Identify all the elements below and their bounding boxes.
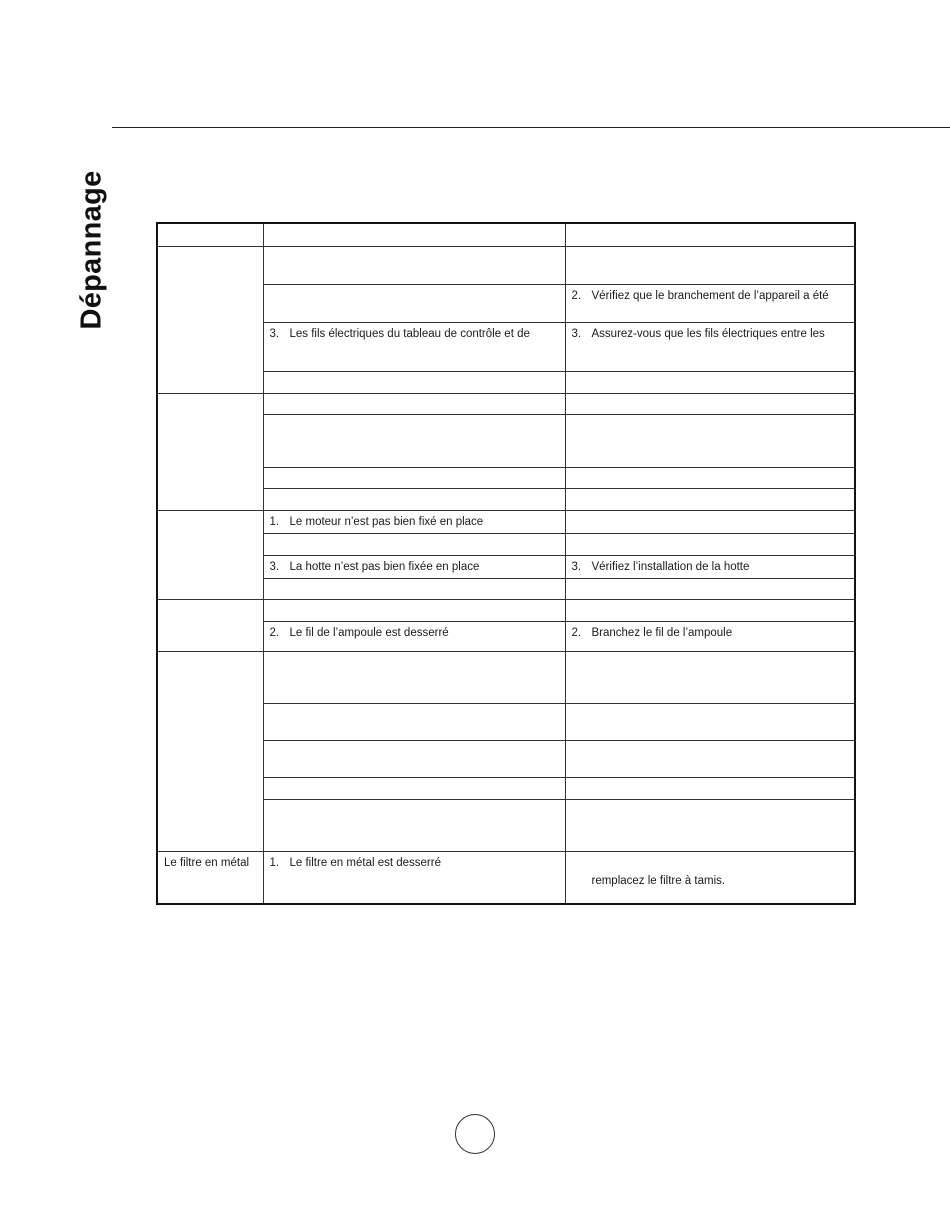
- item-text: Vérifiez que le branchement de l’appareil a été: [591, 289, 829, 302]
- problem-cell: [157, 651, 263, 851]
- solution-cell: [565, 488, 855, 510]
- cause-cell: [263, 740, 565, 777]
- cause-cell: [263, 578, 565, 599]
- solution-cell: [565, 284, 855, 322]
- item-number: 3.: [269, 327, 280, 340]
- header-cause: [263, 223, 565, 246]
- table-row: [157, 393, 855, 414]
- solution-cell: [565, 799, 855, 851]
- cause-cell: [263, 777, 565, 799]
- item-number: 1.: [269, 515, 280, 528]
- item-text: Branchez le fil de l’ampoule: [591, 626, 733, 639]
- cause-cell: [263, 533, 565, 555]
- table-row: [157, 851, 855, 904]
- solution-cell: [565, 651, 855, 703]
- cause-cell: [263, 799, 565, 851]
- troubleshooting-table: [156, 222, 856, 905]
- solution-cell: [565, 322, 855, 371]
- cause-cell: [263, 703, 565, 740]
- cause-cell: [263, 851, 565, 904]
- solution-cell: [565, 851, 855, 904]
- item-number: 2.: [571, 289, 582, 302]
- table-header-row: [157, 223, 855, 246]
- item-text: Vérifiez l’installation de la hotte: [591, 560, 750, 573]
- cause-cell: [263, 371, 565, 393]
- item-number: 2.: [571, 626, 582, 639]
- problem-cell: [157, 510, 263, 599]
- cause-cell: [263, 621, 565, 651]
- solution-cell: [565, 578, 855, 599]
- solution-cell: [565, 599, 855, 621]
- header-problem: [157, 223, 263, 246]
- cause-cell: [263, 284, 565, 322]
- item-number: 3.: [571, 327, 582, 340]
- cause-cell: [263, 488, 565, 510]
- solution-cell: [565, 555, 855, 578]
- problem-cell: [157, 393, 263, 510]
- solution-cell: [565, 393, 855, 414]
- item-text: remplacez le filtre à tamis.: [591, 874, 726, 887]
- item-text: Le fil de l’ampoule est desserré: [289, 626, 449, 639]
- solution-cell: [565, 621, 855, 651]
- item-text: Le filtre en métal est desserré: [289, 856, 441, 869]
- solution-cell: [565, 510, 855, 533]
- table-row: [157, 599, 855, 621]
- cause-cell: [263, 322, 565, 371]
- item-number: 2.: [269, 626, 280, 639]
- header-solution: [565, 223, 855, 246]
- solution-cell: [565, 467, 855, 488]
- solution-cell: [565, 740, 855, 777]
- item-text: Le moteur n’est pas bien fixé en place: [289, 515, 484, 528]
- problem-text: Le filtre en métal: [164, 856, 250, 869]
- solution-cell: [565, 371, 855, 393]
- item-text: Les fils électriques du tableau de contrôle et de: [289, 327, 530, 340]
- item-text: La hotte n’est pas bien fixée en place: [289, 560, 480, 573]
- cause-cell: [263, 393, 565, 414]
- solution-cell: [565, 246, 855, 284]
- header-rule: [112, 127, 950, 128]
- item-number: 3.: [269, 560, 280, 573]
- cause-cell: [263, 599, 565, 621]
- cause-cell: [263, 467, 565, 488]
- item-number: 1.: [269, 856, 280, 869]
- table-row: [157, 510, 855, 533]
- table-row: [157, 246, 855, 284]
- problem-cell: [157, 851, 263, 904]
- table-row: [157, 651, 855, 703]
- cause-cell: [263, 651, 565, 703]
- cause-cell: [263, 510, 565, 533]
- cause-cell: [263, 555, 565, 578]
- solution-cell: [565, 777, 855, 799]
- page-number-circle: [455, 1114, 495, 1154]
- cause-cell: [263, 414, 565, 467]
- problem-cell: [157, 599, 263, 651]
- solution-cell: [565, 414, 855, 467]
- problem-cell: [157, 246, 263, 393]
- solution-cell: [565, 533, 855, 555]
- item-number: 3.: [571, 560, 582, 573]
- solution-cell: [565, 703, 855, 740]
- page-title: Dépannage: [75, 170, 108, 330]
- item-text: Assurez-vous que les fils électriques entre les: [591, 327, 825, 340]
- cause-cell: [263, 246, 565, 284]
